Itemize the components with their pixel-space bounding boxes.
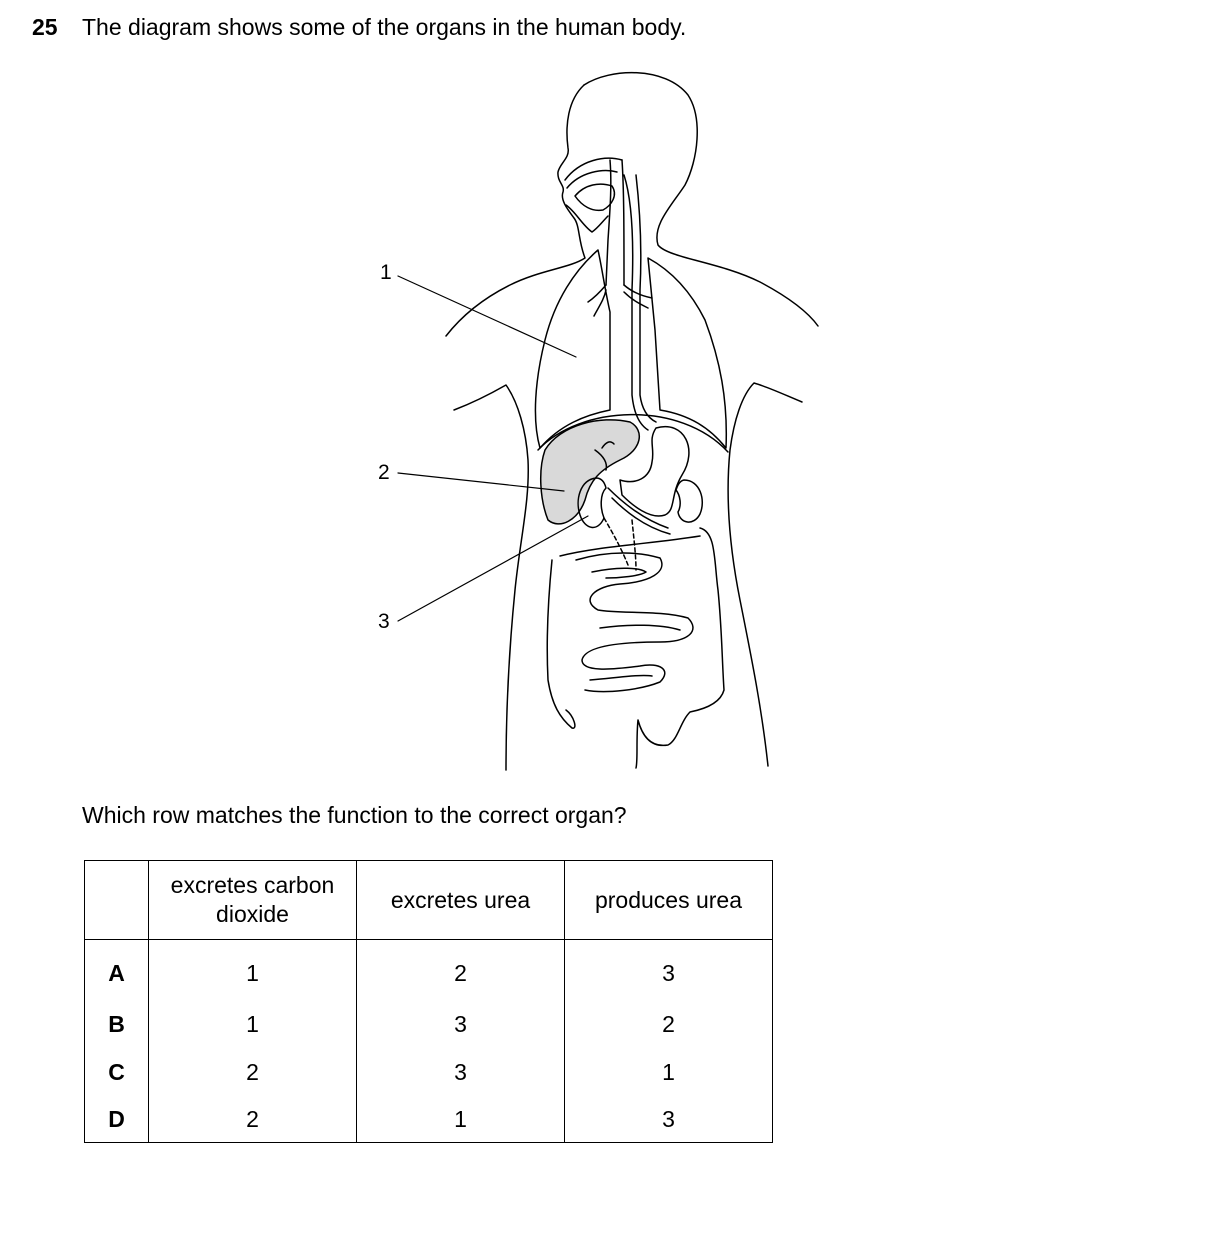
table-cell: 1	[357, 1096, 565, 1143]
kidney-right	[676, 480, 702, 522]
table-cell: 2	[357, 940, 565, 1001]
label-1: 1	[380, 261, 392, 284]
label-3-pointer	[398, 516, 588, 621]
option-letter: D	[85, 1096, 149, 1143]
prompt-text: Which row matches the function to the correct organ?	[82, 802, 627, 828]
answer-table	[84, 860, 773, 1143]
human-body-diagram	[360, 60, 830, 785]
table-cell: 2	[149, 1048, 357, 1096]
table-row	[85, 1048, 773, 1096]
head-outline	[584, 73, 818, 326]
table-cell: 2	[565, 1000, 773, 1048]
label-1-pointer	[398, 276, 576, 357]
table-cell: 1	[149, 1000, 357, 1048]
question-text: The diagram shows some of the organs in the human body.	[82, 14, 687, 40]
option-letter: A	[85, 940, 149, 1001]
table-header-produces-urea: produces urea	[565, 861, 773, 940]
oesophagus	[624, 175, 656, 430]
table-row	[85, 1096, 773, 1143]
table-row	[85, 1000, 773, 1048]
option-letter: B	[85, 1000, 149, 1048]
left-arm	[454, 385, 528, 770]
table-cell: 3	[565, 940, 773, 1001]
label-3: 3	[378, 610, 390, 633]
face-outline	[446, 85, 585, 336]
label-2-pointer	[398, 473, 564, 491]
table-header-row	[85, 861, 773, 940]
table-cell: 1	[565, 1048, 773, 1096]
table-cell: 3	[357, 1000, 565, 1048]
trachea	[606, 160, 624, 285]
option-letter: C	[85, 1048, 149, 1096]
table-cell: 1	[149, 940, 357, 1001]
table-header-excretes-co2: excretes carbon dioxide	[149, 861, 357, 940]
small-intestine	[576, 553, 693, 692]
label-2: 2	[378, 461, 390, 484]
question-number: 25	[32, 14, 58, 40]
table-header-blank	[85, 861, 149, 940]
table-cell: 2	[149, 1096, 357, 1143]
table-row	[85, 940, 773, 1001]
table-cell: 3	[357, 1048, 565, 1096]
table-cell: 3	[565, 1096, 773, 1143]
table-header-excretes-urea: excretes urea	[357, 861, 565, 940]
right-lung	[648, 258, 726, 448]
right-arm	[728, 383, 802, 766]
